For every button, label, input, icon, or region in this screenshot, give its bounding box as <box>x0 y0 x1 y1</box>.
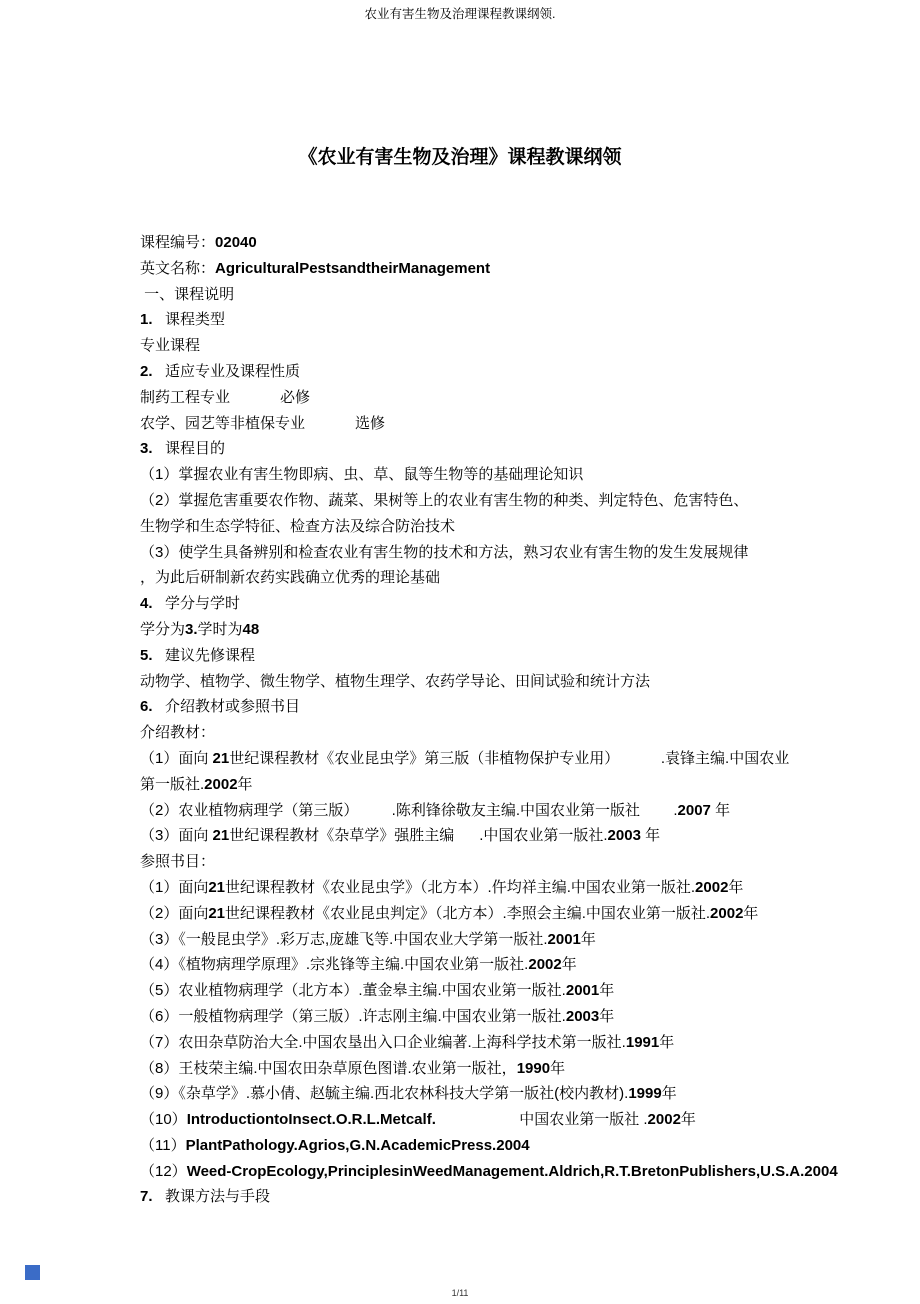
text-line <box>140 746 800 772</box>
text-run: 年 <box>561 956 577 974</box>
bold-run: 1990 <box>516 1059 551 1077</box>
text-line <box>140 540 800 566</box>
bold-run: 2002 <box>528 956 562 974</box>
text-run: 学时为 <box>197 620 243 638</box>
text-run: 年 <box>743 904 759 922</box>
text-run: （1）面向 <box>140 878 209 896</box>
text-line <box>140 514 800 540</box>
text-run: （3）《一般昆虫学》.彩万志,庞雄飞等.中国农业大学第一版社. <box>140 930 548 948</box>
text-run: （2）面向 <box>140 904 209 922</box>
bold-run: 2001 <box>565 982 600 1000</box>
text-line <box>140 1184 800 1210</box>
text-line <box>140 1004 800 1030</box>
text-run: 年 <box>599 1007 615 1025</box>
text-line <box>140 462 800 488</box>
text-line <box>140 978 800 1004</box>
text-line <box>140 385 800 411</box>
text-run: 世纪课程教材《杂草学》强胜主编 .中国农业第一版社. <box>229 827 608 845</box>
text-run: 参照书目： <box>140 853 216 871</box>
bold-run: PlantPathology.Agrios,G.N.AcademicPress.2004 <box>185 1136 530 1154</box>
text-run: （3）使学生具备辨别和检查农业有害生物的技术和方法，熟习农业有害生物的发生发展规律 <box>140 543 749 561</box>
text-line <box>140 1133 800 1159</box>
text-run: （2）农业植物病理学（第三版） .陈利锋徐敬友主编.中国农业第一版社 . <box>140 801 678 819</box>
text-line <box>140 798 800 824</box>
text-run: 英文名称： <box>140 259 216 277</box>
text-line <box>140 1030 800 1056</box>
bold-run: AgriculturalPestsandtheirManagement <box>215 259 491 277</box>
text-run: 建议先修课程 <box>152 646 256 664</box>
bold-run: 2003 <box>607 827 641 845</box>
page-title: 《农业有害生物及治理》课程教课纲领 <box>298 147 622 168</box>
text-run: 年 <box>550 1059 566 1077</box>
text-line <box>140 669 800 695</box>
text-line <box>140 591 800 617</box>
bold-run: 2002 <box>204 775 238 793</box>
text-run: （1）面向 <box>140 749 213 767</box>
text-run: （12） <box>140 1162 187 1180</box>
bold-run: 4. <box>140 595 153 613</box>
text-line <box>140 256 800 282</box>
text-line <box>140 307 800 333</box>
text-line <box>140 1159 838 1185</box>
bold-run: 2. <box>140 362 153 380</box>
text-run: 介绍教材或参照书目 <box>152 698 301 716</box>
text-line <box>140 359 800 385</box>
text-run: 制药工程专业 必修 <box>140 388 311 406</box>
text-run: 课程类型 <box>152 311 226 329</box>
text-run: （11） <box>140 1136 186 1154</box>
bold-run: 2002 <box>647 1111 681 1129</box>
text-line <box>140 230 800 256</box>
text-run: 世纪课程教材《农业昆虫判定》（北方本）.李照会主编.中国农业第一版社. <box>225 904 711 922</box>
text-line <box>140 282 800 308</box>
bold-run: 21 <box>208 904 226 922</box>
text-run: （8）王枝荣主编.中国农田杂草原色图谱.农业第一版社， <box>140 1059 517 1077</box>
text-run: 动物学、植物学、微生物学、植物生理学、农药学导论、田间试验和统计方法 <box>140 672 651 690</box>
text-line <box>140 643 800 669</box>
text-line <box>140 1107 800 1133</box>
bold-run: 2001 <box>547 930 581 948</box>
text-run: 农学、园艺等非植保专业 选修 <box>140 414 386 432</box>
text-run: 年 <box>580 930 596 948</box>
text-line <box>140 823 800 849</box>
text-run: （4）《植物病理学原理》.宗兆锋等主编.中国农业第一版社. <box>140 956 529 974</box>
bold-run: 6. <box>140 698 153 716</box>
text-line <box>140 1081 800 1107</box>
bold-run: Weed-CropEcology,PrinciplesinWeedManagement.Aldrich,R.T.BretonPublishers,U.S.A.2004 <box>186 1162 838 1180</box>
bold-run: 1999 <box>628 1085 662 1103</box>
text-run: （9）《杂草学》.慕小倩、赵毓主编.西北农林科技大学第一版社(校内教材). <box>140 1085 629 1103</box>
page-number: 1/11 <box>451 1288 469 1298</box>
bold-run: 48 <box>242 620 260 638</box>
bold-run: 5. <box>140 646 153 664</box>
text-run: 世纪课程教材《农业昆虫学》第三版（非植物保护专业用） .袁锋主编.中国农业 <box>229 749 790 767</box>
bold-run: 21 <box>212 827 230 845</box>
bold-run: 1. <box>140 311 153 329</box>
text-line <box>140 849 800 875</box>
text-line <box>140 333 800 359</box>
text-line <box>140 952 800 978</box>
bold-run: 3. <box>185 620 198 638</box>
bold-run: IntroductiontoInsect.O.R.L.Metcalf. <box>186 1111 436 1129</box>
text-run: 专业课程 <box>140 337 201 355</box>
text-run: 教课方法与手段 <box>152 1188 271 1206</box>
text-line <box>140 720 800 746</box>
text-run: （5）农业植物病理学（北方本）.董金皋主编.中国农业第一版社. <box>140 982 566 1000</box>
text-run: 中国农业第一版社 . <box>435 1111 648 1129</box>
text-run: （7）农田杂草防治大全.中国农垦出入口企业编著.上海科学技术第一版社. <box>140 1033 626 1051</box>
text-run: 年 <box>680 1111 696 1129</box>
text-run: 课程目的 <box>152 440 226 458</box>
text-run: 介绍教材： <box>140 724 216 742</box>
text-line <box>140 927 800 953</box>
text-run: （2）掌握危害重要农作物、蔬菜、果树等上的农业有害生物的种类、判定特色、危害特色、 <box>140 491 749 509</box>
text-run: 生物学和生态学特征、检查方法及综合防治技术 <box>140 517 456 535</box>
text-run: 年 <box>728 878 744 896</box>
text-line <box>140 565 800 591</box>
text-line <box>140 772 800 798</box>
bold-run: 21 <box>212 749 230 767</box>
text-line <box>140 875 800 901</box>
text-run: 年 <box>599 982 615 1000</box>
text-run: 课程编号： <box>140 234 216 251</box>
text-run: （6）一般植物病理学（第三版）.许志刚主编.中国农业第一版社. <box>140 1007 566 1025</box>
bold-run: 1991 <box>625 1033 660 1051</box>
text-run: 年 <box>661 1085 677 1103</box>
text-run: 年 <box>237 775 253 793</box>
text-run: 年 <box>710 801 731 819</box>
text-run: 学分与学时 <box>152 595 241 613</box>
text-run: （1）掌握农业有害生物即病、虫、草、鼠等生物等的基础理论知识 <box>140 466 584 484</box>
document-body <box>140 230 838 1210</box>
bold-run: 3. <box>140 440 153 458</box>
bold-run: 2007 <box>677 801 711 819</box>
bold-run: 7. <box>140 1188 153 1206</box>
text-run: （10） <box>140 1111 187 1129</box>
corner-marker <box>25 1265 40 1280</box>
text-line <box>140 901 800 927</box>
text-line <box>140 694 800 720</box>
text-line <box>140 617 800 643</box>
text-line <box>140 411 800 437</box>
bold-run: 21 <box>208 878 226 896</box>
text-line <box>140 1056 800 1082</box>
text-run: （3）面向 <box>140 827 213 845</box>
text-run: 年 <box>659 1033 675 1051</box>
text-run: ，为此后研制新农药实践确立优秀的理论基础 <box>140 569 441 587</box>
text-run: 第一版社. <box>140 775 205 793</box>
bold-run: 2002 <box>710 904 744 922</box>
text-run: 适应专业及课程性质 <box>152 362 301 380</box>
bold-run: 2002 <box>695 878 729 896</box>
text-line <box>140 488 800 514</box>
text-run: 世纪课程教材《农业昆虫学》（北方本）.仵均祥主编.中国农业第一版社. <box>225 878 696 896</box>
text-line <box>140 436 800 462</box>
text-run: 学分为 <box>140 620 186 638</box>
bold-run: 2003 <box>565 1007 600 1025</box>
text-run: 一、课程说明 <box>140 285 235 303</box>
document-header: 农业有害生物及治理课程教课纲领. <box>364 7 556 21</box>
bold-run: 02040 <box>215 234 257 251</box>
text-run: 年 <box>640 827 661 845</box>
